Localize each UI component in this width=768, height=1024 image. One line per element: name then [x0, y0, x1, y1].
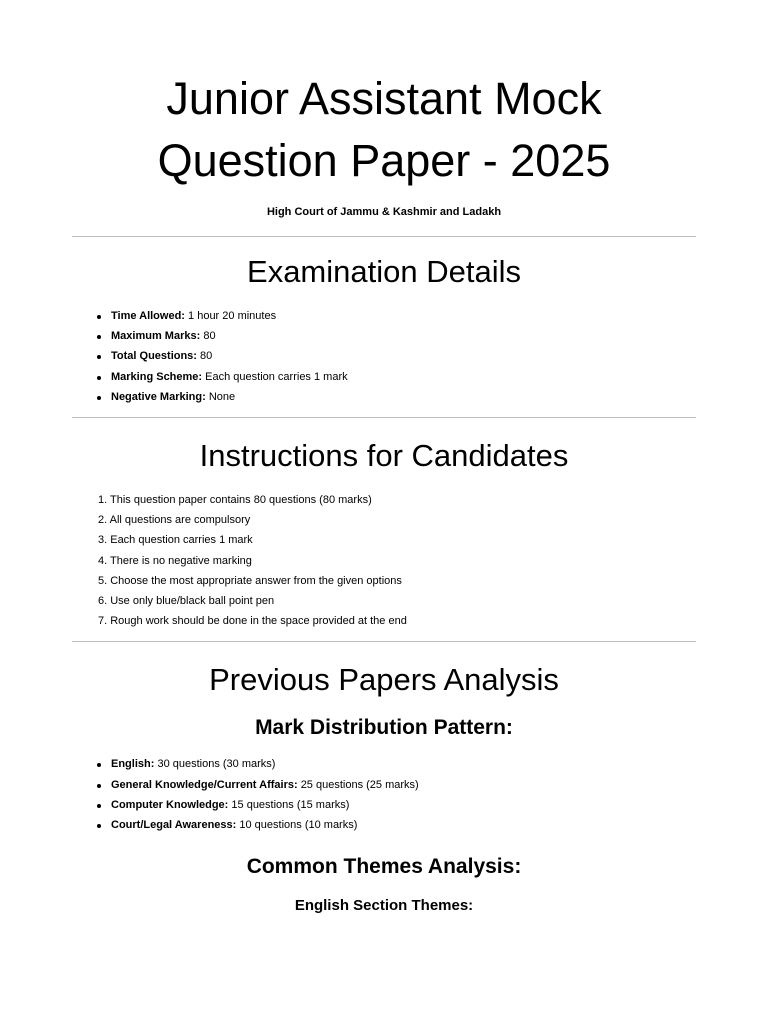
analysis-heading: Previous Papers Analysis — [209, 662, 559, 698]
list-item — [0, 326, 768, 346]
exam-details-list — [0, 290, 768, 407]
item-value: 1 hour 20 minutes — [188, 310, 277, 322]
exam-details-heading: Examination Details — [247, 254, 521, 289]
list-item: 5. Choose the most appropriate answer from the given options — [98, 574, 402, 587]
list-item — [0, 306, 768, 326]
item-value: None — [208, 390, 236, 403]
document-title — [0, 0, 768, 192]
item-label: Computer Knowledge: — [111, 798, 229, 811]
english-themes-heading: English Section Themes: — [294, 897, 474, 915]
document-subtitle: High Court of Jammu & Kashmir and Ladakh — [266, 206, 502, 218]
list-item — [0, 367, 768, 387]
item-value: 80 — [203, 330, 216, 343]
item-label: English: — [111, 758, 155, 771]
item-value: 10 questions (10 marks) — [239, 819, 358, 832]
instructions-list — [0, 474, 768, 631]
instructions-heading: Instructions for Candidates — [199, 438, 569, 474]
list-item: 4. There is no negative marking — [98, 554, 252, 567]
item-label: Court/Legal Awareness: — [111, 819, 237, 832]
list-item: 6. Use only blue/black ball point pen — [98, 595, 275, 608]
item-label: Marking Scheme: — [111, 370, 203, 383]
item-label: Time Allowed: — [111, 310, 185, 322]
list-item — [0, 754, 768, 774]
list-item: 3. Each question carries 1 mark — [98, 534, 253, 547]
item-value: 30 questions (30 marks) — [157, 758, 276, 771]
title-line-1: Junior Assistant Mock — [166, 73, 602, 124]
item-value: 80 — [200, 350, 213, 363]
title-line-2: Question Paper - 2025 — [157, 135, 611, 186]
item-value: 25 questions (25 marks) — [300, 778, 419, 791]
item-label: Total Questions: — [111, 350, 197, 363]
distribution-heading: Mark Distribution Pattern: — [255, 716, 513, 740]
list-item: 1. This question paper contains 80 questions (80 marks) — [98, 494, 372, 507]
list-item — [0, 346, 768, 366]
distribution-list — [0, 740, 768, 835]
item-value: 15 questions (15 marks) — [231, 798, 350, 811]
list-item: 2. All questions are compulsory — [98, 514, 251, 527]
list-item — [0, 775, 768, 795]
item-label: Maximum Marks: — [111, 330, 201, 343]
list-item — [0, 387, 768, 407]
list-item — [0, 795, 768, 815]
item-value: Each question carries 1 mark — [205, 370, 348, 383]
item-label: General Knowledge/Current Affairs: — [111, 778, 298, 791]
list-item — [0, 815, 768, 835]
item-label: Negative Marking: — [111, 390, 206, 403]
list-item: 7. Rough work should be done in the space provided at the end — [98, 615, 407, 628]
themes-heading: Common Themes Analysis: — [246, 855, 522, 879]
